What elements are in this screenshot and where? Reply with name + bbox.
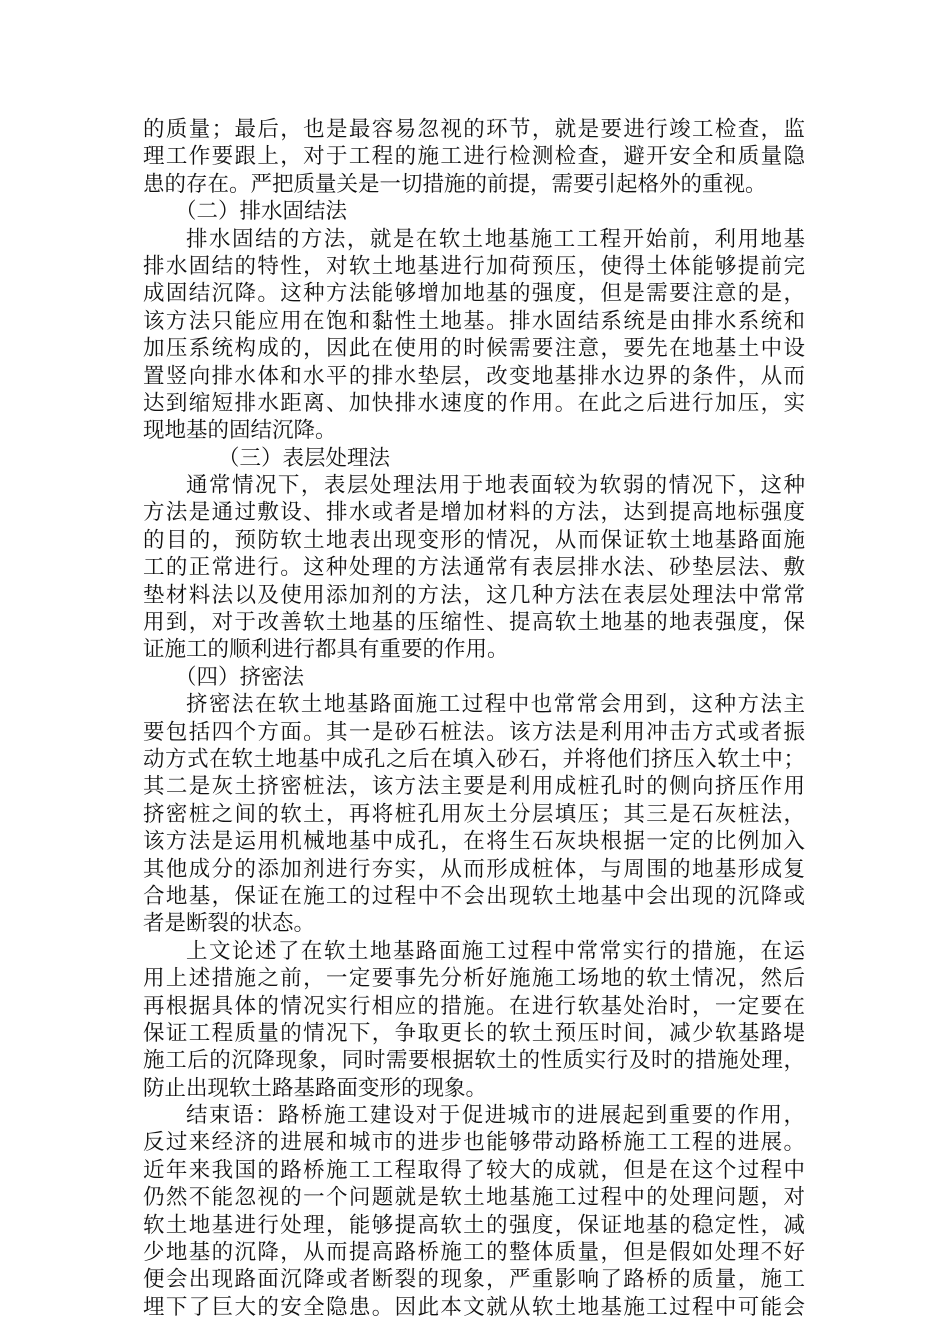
paragraph-line: 合地基，保证在施工的过程中不会出现软土地基中会出现的沉降或 xyxy=(143,883,805,909)
paragraph-line: 患的存在。严把质量关是一切措施的前提，需要引起格外的重视。 xyxy=(143,171,767,197)
paragraph-line: 排水固结的方法，就是在软土地基施工工程开始前，利用地基 xyxy=(186,226,805,252)
heading-text: （三）表层处理法 xyxy=(218,445,391,471)
paragraph-line: 加压系统构成的，因此在使用的时候需要注意，要先在地基土中设 xyxy=(143,336,805,362)
paragraph-line: 通常情况下，表层处理法用于地表面较为软弱的情况下，这种 xyxy=(186,473,805,499)
paragraph-line: 再根据具体的情况实行相应的措施。在进行软基处治时，一定要在 xyxy=(143,993,805,1019)
paragraph-line: 反过来经济的进展和城市的进步也能够带动路桥施工工程的进展。 xyxy=(143,1130,805,1156)
paragraph-line: 近年来我国的路桥施工工程取得了较大的成就，但是在这个过程中 xyxy=(143,1157,805,1183)
paragraph-line: 证施工的顺利进行都具有重要的作用。 xyxy=(143,637,509,663)
paragraph-line: 防止出现软土路基路面变形的现象。 xyxy=(143,1075,488,1101)
paragraph-line: 者是断裂的状态。 xyxy=(143,911,316,937)
body-paragraph xyxy=(143,691,805,938)
paragraph-line: 的目的，预防软土地表出现变形的情况，从而保证软土地基路面施 xyxy=(143,527,805,553)
paragraph-line: 垫材料法以及使用添加剂的方法，这几种方法在表层处理法中常常 xyxy=(143,582,805,608)
paragraph-line: 排水固结的特性，对软土地基进行加荷预压，使得土体能够提前完 xyxy=(143,253,805,279)
section-heading xyxy=(143,664,805,691)
paragraph-line: 仍然不能忽视的一个问题就是软土地基施工过程中的处理问题，对 xyxy=(143,1185,805,1211)
body-paragraph xyxy=(143,472,805,664)
paragraph-line: 现地基的固结沉降。 xyxy=(143,418,337,444)
body-paragraph xyxy=(143,116,805,198)
paragraph-line: 该方法只能应用在饱和黏性土地基。排水固结系统是由排水系统和 xyxy=(143,308,805,334)
paragraph-line: 用到，对于改善软土地基的压缩性、提高软土地基的地表强度，保 xyxy=(143,610,805,636)
paragraph-line: 工的正常进行。这种处理的方法通常有表层排水法、砂垫层法、敷 xyxy=(143,555,805,581)
heading-text: （四）挤密法 xyxy=(175,664,305,690)
paragraph-line: 挤密桩之间的软土，再将桩孔用灰土分层填压；其三是石灰桩法， xyxy=(143,801,805,827)
paragraph-line: 其二是灰土挤密桩法，该方法主要是利用成桩孔时的侧向挤压作用 xyxy=(143,774,805,800)
body-paragraph xyxy=(143,226,805,445)
body-paragraph xyxy=(143,938,805,1102)
paragraph-line: 的质量；最后，也是最容易忽视的环节，就是要进行竣工检查，监 xyxy=(143,117,805,142)
paragraph-line: 用上述措施之前，一定要事先分析好施施工场地的软土情况，然后 xyxy=(143,966,805,992)
section-heading xyxy=(143,445,805,472)
paragraph-line: 软土地基进行处理，能够提高软土的强度，保证地基的稳定性，减 xyxy=(143,1212,805,1238)
document-page xyxy=(143,116,805,1321)
paragraph-line: 置竖向排水体和水平的排水垫层，改变地基排水边界的条件，从而 xyxy=(143,363,805,389)
paragraph-line: 成固结沉降。这种方法能够增加地基的强度，但是需要注意的是， xyxy=(143,281,805,307)
paragraph-line: 动方式在软土地基中成孔之后在填入砂石，并将他们挤压入软土中； xyxy=(143,746,805,772)
section-heading xyxy=(143,198,805,225)
paragraph-line: 达到缩短排水距离、加快排水速度的作用。在此之后进行加压，实 xyxy=(143,390,805,416)
paragraph-line: 挤密法在软土地基路面施工过程中也常常会用到，这种方法主 xyxy=(186,692,805,718)
paragraph-line: 埋下了巨大的安全隐患。因此本文就从软土地基施工过程中可能会 xyxy=(143,1294,805,1320)
paragraph-line: 施工后的沉降现象，同时需要根据软土的性质实行及时的措施处理， xyxy=(143,1048,805,1074)
paragraph-line: 结束语：路桥施工建设对于促进城市的进展起到重要的作用， xyxy=(186,1103,805,1129)
body-paragraph xyxy=(143,1102,805,1321)
paragraph-line: 便会出现路面沉降或者断裂的现象，严重影响了路桥的质量，施工 xyxy=(143,1267,805,1293)
paragraph-line: 要包括四个方面。其一是砂石桩法。该方法是利用冲击方式或者振 xyxy=(143,719,805,745)
document-body xyxy=(143,116,805,1321)
paragraph-line: 少地基的沉降，从而提高路桥施工的整体质量，但是假如处理不好 xyxy=(143,1240,805,1266)
paragraph-line: 上文论述了在软土地基路面施工过程中常常实行的措施，在运 xyxy=(186,938,805,964)
paragraph-line: 该方法是运用机械地基中成孔，在将生石灰块根据一定的比例加入 xyxy=(143,829,805,855)
paragraph-line: 其他成分的添加剂进行夯实，从而形成桩体，与周围的地基形成复 xyxy=(143,856,805,882)
paragraph-line: 理工作要跟上，对于工程的施工进行检测检查，避开安全和质量隐 xyxy=(143,144,805,170)
heading-text: （二）排水固结法 xyxy=(175,199,348,225)
paragraph-line: 保证工程质量的情况下，争取更长的软土预压时间，减少软基路堤 xyxy=(143,1020,805,1046)
paragraph-line: 方法是通过敷设、排水或者是增加材料的方法，达到提高地标强度 xyxy=(143,500,805,526)
